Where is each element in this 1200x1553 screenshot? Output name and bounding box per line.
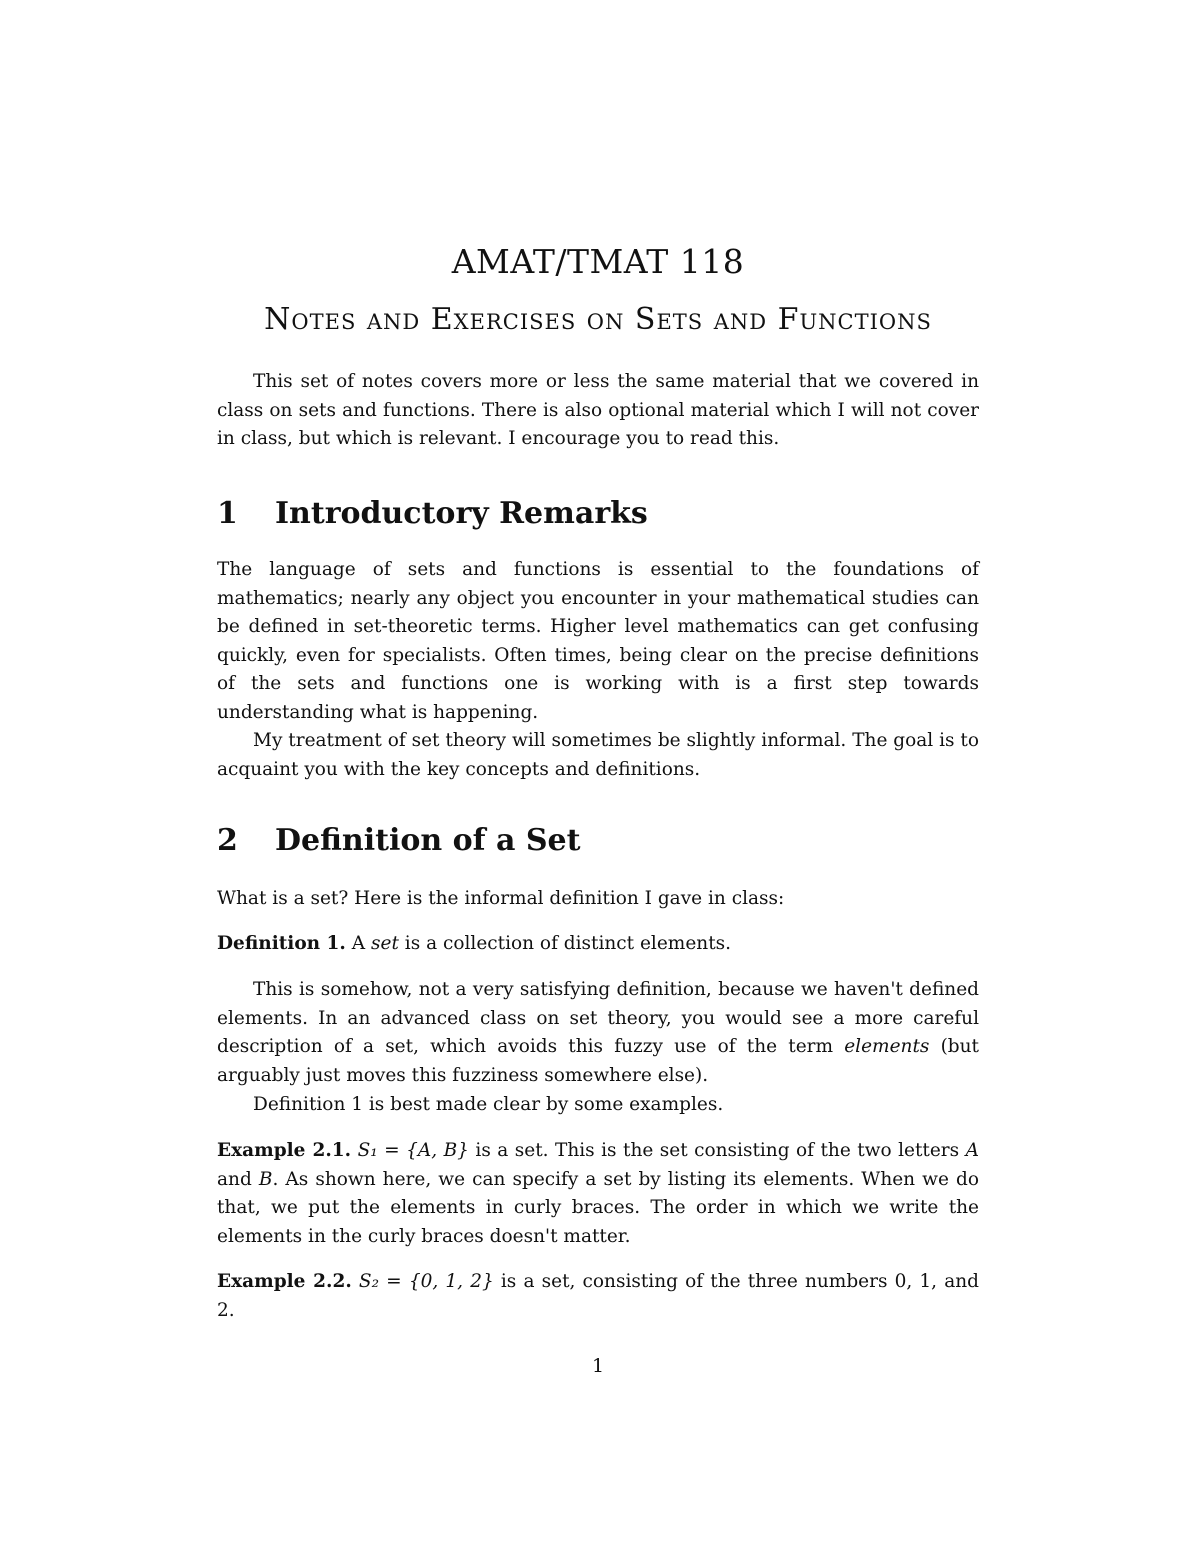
definition-pre: A [351,933,366,954]
definition-1 [217,930,979,959]
section-1-paragraph-1: The language of sets and functions is essential to the foundations of mathematics; nearly any object you encounter in your mathematical studies can be defined in set-theoretic terms. Higher level mathematics can get confusing quickly, even for specialists. Often times, being clear on the precise definitions of the sets and functions one is working with is a first step towards understanding what is happening. [217,559,979,723]
elements-term: elements [844,1036,930,1057]
page-number: 1 [591,1355,605,1377]
example-symbol-a: A [965,1140,979,1161]
definition-term: set [371,933,399,954]
document-subtitle: Notes and Exercises on Sets and Functions [264,302,932,337]
example-math: S₂ = {0, 1, 2} [358,1271,494,1292]
section-1-heading [217,496,979,531]
section-1-paragraph-2: My treatment of set theory will sometimes be slightly informal. The goal is to acquaint you with the key concepts and definitions. [217,730,979,780]
example-math: S₁ = {A, B} [357,1140,469,1161]
section-2-paragraph-2: Definition 1 is best made clear by some examples. [253,1094,724,1115]
example-label: Example 2.2. [217,1271,352,1292]
example-text: is a set. This is the set consisting of the two letters [475,1140,960,1161]
section-2-intro: What is a set? Here is the informal definition I gave in class: [217,888,785,909]
example-text: is a set, consisting of the three numbers 0, 1, and 2. [217,1271,979,1321]
paragraph-text: (but arguably just moves this fuzziness somewhere else). [217,1036,979,1086]
section-1-title: Introductory Remarks [275,496,648,531]
example-symbol-b: B [258,1168,273,1190]
intro-paragraph: This set of notes covers more or less the same material that we covered in class on sets and functions. There is also optional material which I will not cover in class, but which is relevant. I encourage you to read this. [217,371,979,449]
example-text: . As shown here, we can specify a set by listing its elements. When we do that, we put the elements in curly braces. The order in which we write the elements in the curly braces doesn't matter. [217,1168,979,1247]
example-and: and [217,1168,252,1190]
section-2-paragraph-1 [217,976,979,1090]
definition-label: Definition 1. [217,933,346,954]
section-2-number: 2 [217,823,238,858]
definition-post: is a collection of distinct elements. [404,933,732,954]
section-2-title: Definition of a Set [275,823,581,858]
example-label: Example 2.1. [217,1140,352,1161]
example-2-2 [217,1268,979,1325]
section-1-number: 1 [217,496,238,531]
paragraph-text: This is somehow, not a very satisfying definition, because we haven't defined elements. In an advanced class on set theory, you would see a more careful description of a set, which avoids this fuzzy use of the term [217,979,979,1057]
example-2-1 [217,1137,979,1251]
section-2-heading [217,823,979,858]
document-title: AMAT/TMAT 118 [451,242,745,281]
